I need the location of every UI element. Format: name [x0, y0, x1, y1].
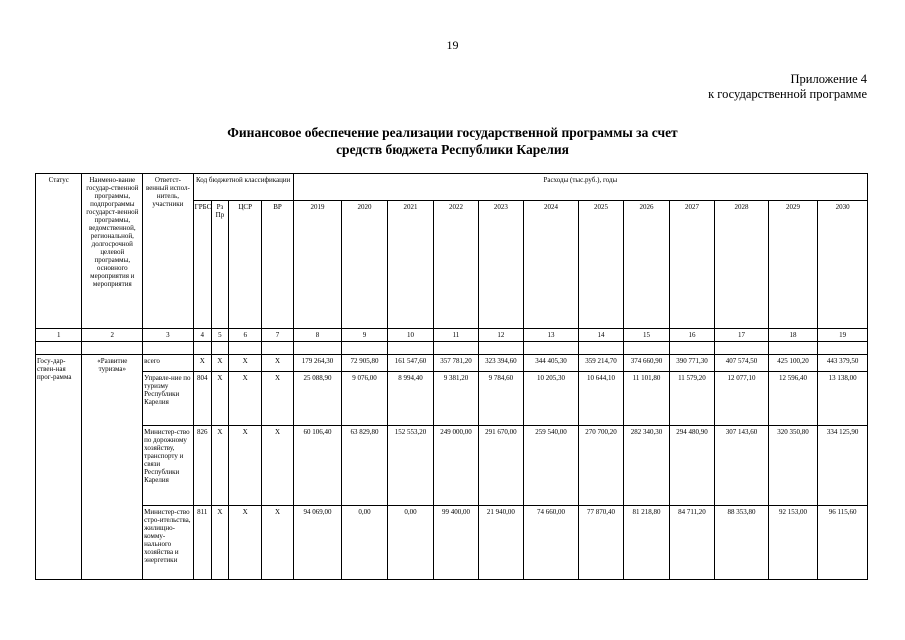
value-cell-2019: 60 106,40 — [293, 426, 342, 506]
header-year-2026: 2026 — [624, 201, 669, 329]
code-cell: Х — [229, 355, 262, 372]
value-cell-2030: 443 379,50 — [818, 355, 868, 372]
value-cell-2023: 323 394,60 — [478, 355, 523, 372]
appendix-line-2: к государственной программе — [708, 87, 867, 101]
table-body — [36, 342, 868, 580]
gap-row — [36, 342, 868, 355]
code-cell: Х — [211, 372, 228, 426]
executor-cell: Управле-ние по туризму Республики Карелия — [143, 372, 194, 426]
column-number: 7 — [262, 329, 293, 342]
value-cell-2025: 359 214,70 — [578, 355, 623, 372]
value-cell-2020: 63 829,80 — [342, 426, 387, 506]
header-year-2027: 2027 — [669, 201, 714, 329]
header-year-2023: 2023 — [478, 201, 523, 329]
value-cell-2029: 92 153,00 — [768, 506, 818, 580]
value-cell-2028: 407 574,50 — [715, 355, 769, 372]
appendix-line-1: Приложение 4 — [790, 72, 867, 86]
code-cell: Х — [193, 355, 211, 372]
column-number: 6 — [229, 329, 262, 342]
column-number: 9 — [342, 329, 387, 342]
value-cell-2026: 282 340,30 — [624, 426, 669, 506]
executor-cell: Министер-ство по дорожному хозяйству, транспорту и связи Республики Карелия — [143, 426, 194, 506]
header-year-2022: 2022 — [434, 201, 478, 329]
value-cell-2024: 259 540,00 — [524, 426, 579, 506]
column-number: 17 — [715, 329, 769, 342]
table-row — [36, 372, 868, 426]
code-cell: 804 — [193, 372, 211, 426]
value-cell-2029: 425 100,20 — [768, 355, 818, 372]
table-row — [36, 506, 868, 580]
header-name: Наимено-вание государ-ственной программы, подпрограммы государст-венной программы, ведомственной, региональной, долгосрочной целевой программы, основного мероприятия и мероприятия — [82, 174, 143, 329]
header-year-2024: 2024 — [524, 201, 579, 329]
value-cell-2026: 11 101,80 — [624, 372, 669, 426]
header-year-2029: 2029 — [768, 201, 818, 329]
column-number: 8 — [293, 329, 342, 342]
header-year-2028: 2028 — [715, 201, 769, 329]
code-cell: Х — [229, 506, 262, 580]
value-cell-2021: 8 994,40 — [387, 372, 433, 426]
executor-cell: всего — [143, 355, 194, 372]
value-cell-2021: 152 553,20 — [387, 426, 433, 506]
header-status: Статус — [36, 174, 82, 329]
header-year-2025: 2025 — [578, 201, 623, 329]
value-cell-2021: 0,00 — [387, 506, 433, 580]
value-cell-2024: 74 660,00 — [524, 506, 579, 580]
status-cell: Госу-дар-ствен-ная прог-рамма — [36, 355, 82, 580]
value-cell-2019: 25 088,90 — [293, 372, 342, 426]
value-cell-2029: 12 596,40 — [768, 372, 818, 426]
value-cell-2027: 294 480,90 — [669, 426, 714, 506]
column-number: 16 — [669, 329, 714, 342]
value-cell-2023: 21 940,00 — [478, 506, 523, 580]
value-cell-2019: 179 264,30 — [293, 355, 342, 372]
header-code-2: ЦСР — [229, 201, 262, 329]
column-number: 13 — [524, 329, 579, 342]
header-code-3: ВР — [262, 201, 293, 329]
column-number: 15 — [624, 329, 669, 342]
header-expenses-group: Расходы (тыс.руб.), годы — [293, 174, 867, 201]
column-number: 19 — [818, 329, 868, 342]
column-number: 3 — [143, 329, 194, 342]
header-code-group: Код бюджетной классификации — [193, 174, 293, 201]
value-cell-2030: 13 138,00 — [818, 372, 868, 426]
column-number: 12 — [478, 329, 523, 342]
header-year-2030: 2030 — [818, 201, 868, 329]
header-executor: Ответст-венный испол-нитель, участники — [143, 174, 194, 329]
code-cell: Х — [262, 426, 293, 506]
table-row — [36, 355, 868, 372]
value-cell-2024: 10 205,30 — [524, 372, 579, 426]
value-cell-2025: 10 644,10 — [578, 372, 623, 426]
executor-cell: Министер-ство стро-ительства, жилищно-комму-нального хозяйства и энергетики — [143, 506, 194, 580]
value-cell-2028: 88 353,80 — [715, 506, 769, 580]
document-title — [150, 124, 755, 158]
value-cell-2022: 99 400,00 — [434, 506, 478, 580]
value-cell-2023: 9 784,60 — [478, 372, 523, 426]
header-year-2019: 2019 — [293, 201, 342, 329]
value-cell-2025: 270 700,20 — [578, 426, 623, 506]
value-cell-2025: 77 870,40 — [578, 506, 623, 580]
budget-table — [35, 173, 868, 580]
column-number: 14 — [578, 329, 623, 342]
appendix-label — [708, 72, 867, 102]
value-cell-2027: 84 711,20 — [669, 506, 714, 580]
header-code-1: Рз Пр — [211, 201, 228, 329]
program-name-cell: «Развитие туризма» — [82, 355, 143, 580]
value-cell-2027: 390 771,30 — [669, 355, 714, 372]
value-cell-2023: 291 670,00 — [478, 426, 523, 506]
value-cell-2024: 344 405,30 — [524, 355, 579, 372]
header-code-0: ГРБС — [193, 201, 211, 329]
code-cell: Х — [211, 506, 228, 580]
value-cell-2030: 96 115,60 — [818, 506, 868, 580]
value-cell-2029: 320 350,80 — [768, 426, 818, 506]
code-cell: Х — [211, 426, 228, 506]
column-number: 5 — [211, 329, 228, 342]
value-cell-2022: 9 381,20 — [434, 372, 478, 426]
column-number: 11 — [434, 329, 478, 342]
column-number: 10 — [387, 329, 433, 342]
value-cell-2021: 161 547,60 — [387, 355, 433, 372]
header-year-2020: 2020 — [342, 201, 387, 329]
value-cell-2022: 249 000,00 — [434, 426, 478, 506]
value-cell-2022: 357 781,20 — [434, 355, 478, 372]
code-cell: Х — [262, 372, 293, 426]
column-number-row — [36, 329, 868, 342]
column-number: 4 — [193, 329, 211, 342]
code-cell: 811 — [193, 506, 211, 580]
value-cell-2027: 11 579,20 — [669, 372, 714, 426]
value-cell-2026: 374 660,90 — [624, 355, 669, 372]
value-cell-2019: 94 069,00 — [293, 506, 342, 580]
code-cell: 826 — [193, 426, 211, 506]
title-line-1: Финансовое обеспечение реализации государственной программы за счет — [227, 125, 678, 140]
code-cell: Х — [229, 426, 262, 506]
header-year-2021: 2021 — [387, 201, 433, 329]
value-cell-2030: 334 125,90 — [818, 426, 868, 506]
code-cell: Х — [262, 506, 293, 580]
title-line-2: средств бюджета Республики Карелия — [336, 142, 569, 157]
column-number: 18 — [768, 329, 818, 342]
value-cell-2020: 72 905,80 — [342, 355, 387, 372]
value-cell-2020: 9 076,00 — [342, 372, 387, 426]
page-number: 19 — [446, 38, 459, 52]
column-number: 1 — [36, 329, 82, 342]
value-cell-2026: 81 218,80 — [624, 506, 669, 580]
value-cell-2028: 12 077,10 — [715, 372, 769, 426]
table-row — [36, 426, 868, 506]
code-cell: Х — [229, 372, 262, 426]
code-cell: Х — [211, 355, 228, 372]
value-cell-2020: 0,00 — [342, 506, 387, 580]
value-cell-2028: 307 143,60 — [715, 426, 769, 506]
code-cell: Х — [262, 355, 293, 372]
column-number: 2 — [82, 329, 143, 342]
header-row-1 — [36, 174, 868, 201]
